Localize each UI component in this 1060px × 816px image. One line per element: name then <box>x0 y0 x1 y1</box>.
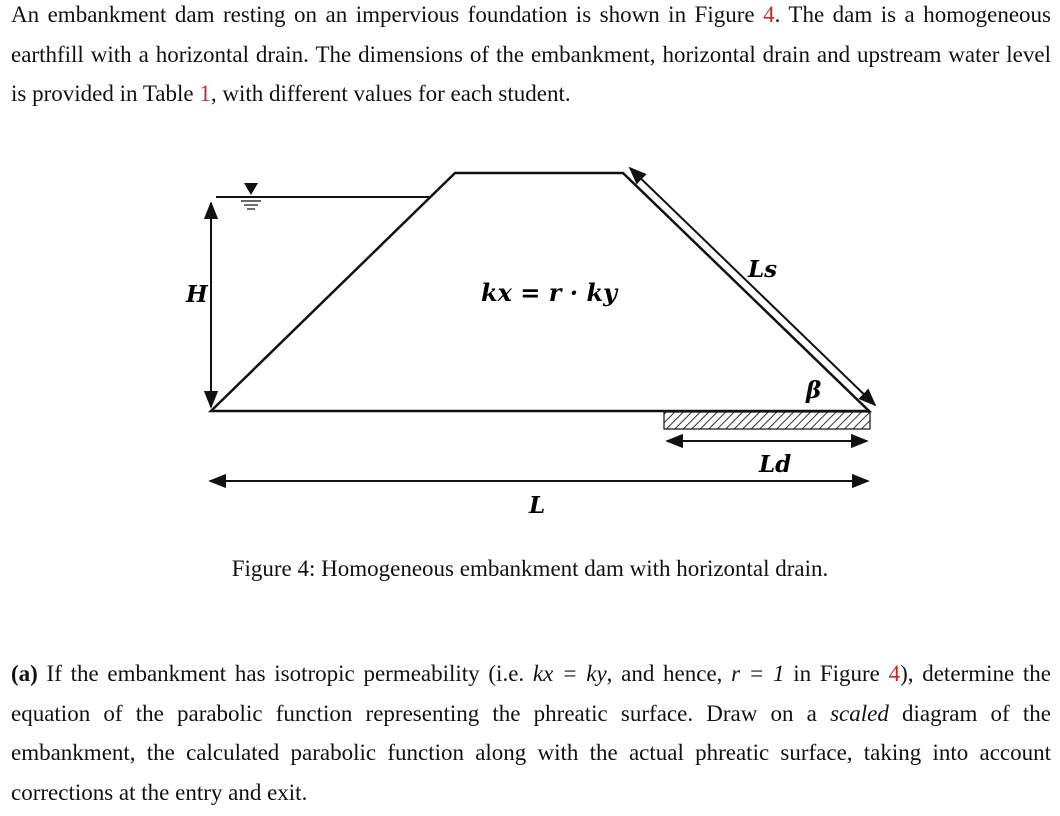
question-label: (a) <box>11 661 38 686</box>
Ld-label: Ld <box>759 451 792 478</box>
question-text: If the embankment has isotropic permeability (i.e. <box>37 661 533 686</box>
L-label: L <box>529 492 546 519</box>
question-part-a <box>11 654 1051 812</box>
Ls-label: Ls <box>748 256 778 283</box>
table-reference-link[interactable]: 1 <box>199 81 211 106</box>
intro-text: An embankment dam resting on an impervious foundation is shown in Figure <box>11 2 764 27</box>
figure-reference-link[interactable]: 4 <box>763 2 775 27</box>
intro-text: . The dam is a homogeneous earthfill with a horizontal drain. The dimensions of the embankment, horizontal drain and upstream water level is provided in Table <box>11 2 1052 106</box>
question-text: in Figure <box>784 661 889 686</box>
emphasis-text: scaled <box>830 700 889 726</box>
figure-caption: Figure 4: Homogeneous embankment dam with horizontal drain. <box>231 556 829 581</box>
math-expression: r = 1 <box>731 661 785 686</box>
permeability-label: kx = r · ky <box>481 278 618 307</box>
question-text: diagram of the embankment, the calculated parabolic function along with the actual phreatic surface, taking into account corrections at the entry and exit. <box>11 700 1051 805</box>
intro-text: , with different values for each student. <box>210 81 571 106</box>
figure-reference-link[interactable]: 4 <box>888 661 901 686</box>
H-label: H <box>186 281 208 308</box>
math-expression: kx = ky <box>532 661 607 686</box>
Ls-dimension-arrow <box>630 168 875 405</box>
horizontal-drain <box>664 412 870 429</box>
question-text: , and hence, <box>606 661 732 686</box>
question-text: ), determine the equation of the parabolic function representing the phreatic surface. Draw on a <box>11 661 1051 726</box>
beta-label: β <box>806 377 822 404</box>
